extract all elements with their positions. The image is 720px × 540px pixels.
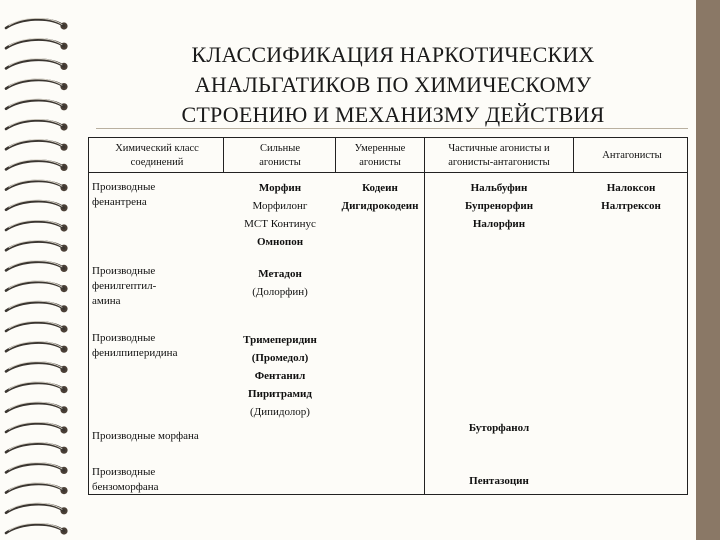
strong-agonists-phenylheptylamine: Метадон (Долорфин)	[252, 268, 308, 298]
binding-ring	[6, 282, 64, 291]
class-phenylpiperidine: Производные фенилпиперидина	[92, 332, 178, 359]
classification-table	[88, 137, 688, 495]
partial-agonists-benzomorphan: Пентазоцин	[469, 475, 529, 487]
column-divider	[335, 138, 336, 172]
title-line: АНАЛЬГАТИКОВ ПО ХИМИЧЕСКОМУ	[194, 72, 592, 97]
binding-ring	[6, 343, 64, 352]
title-line: СТРОЕНИЮ И МЕХАНИЗМУ ДЕЙСТВИЯ	[181, 102, 605, 127]
binding-ring	[6, 100, 64, 109]
binding-ring	[6, 141, 64, 150]
binding-ring	[6, 383, 64, 392]
binding-ring	[6, 484, 64, 493]
spiral-binding	[0, 0, 80, 540]
class-benzomorphan: Производные бензоморфана	[92, 466, 159, 493]
column-divider	[573, 138, 574, 172]
binding-ring	[6, 181, 64, 190]
strong-agonists-phenanthrene: Морфин Морфилонг МСТ Континус Омнопон	[244, 182, 316, 248]
moderate-agonists-phenanthrene: Кодеин Дигидрокодеин	[341, 182, 419, 212]
binding-ring	[6, 322, 64, 331]
header-moderate-agonists: Умеренные агонисты	[354, 143, 406, 168]
header-chemical-class: Химический класс соединений	[115, 143, 199, 168]
binding-ring	[6, 242, 64, 251]
binding-ring	[6, 524, 64, 533]
binding-ring	[6, 302, 64, 311]
strong-agonists-phenylpiperidine: Тримеперидин (Промедол) Фентанил Пиритрамид (Дипидолор)	[243, 334, 317, 418]
class-phenanthrene: Производные фенантрена	[92, 181, 156, 208]
class-phenylheptylamine: Производные фенилгептил- амина	[92, 265, 157, 307]
antagonists-phenanthrene: Налоксон Налтрексон	[601, 182, 661, 212]
slide-title	[110, 40, 676, 130]
header-divider	[89, 172, 687, 173]
header-partial-agonists: Частичные агонисты и агонисты-антагонисты	[448, 143, 550, 168]
binding-ring	[6, 403, 64, 412]
binding-ring	[6, 423, 64, 432]
column-divider	[223, 138, 224, 172]
partial-agonists-morphan: Буторфанол	[468, 422, 530, 434]
header-antagonists: Антагонисты	[602, 150, 662, 161]
binding-ring	[6, 80, 64, 89]
binding-ring	[6, 161, 64, 170]
header-strong-agonists: Сильные агонисты	[259, 143, 301, 168]
binding-ring	[6, 201, 64, 210]
class-morphan: Производные морфана	[92, 430, 199, 442]
binding-ring	[6, 60, 64, 69]
binding-ring	[6, 221, 64, 230]
binding-ring	[6, 19, 64, 28]
title-line: КЛАССИФИКАЦИЯ НАРКОТИЧЕСКИХ	[191, 42, 595, 67]
partial-agonists-phenanthrene: Нальбуфин Бупренорфин Налорфин	[464, 182, 534, 230]
binding-ring	[6, 444, 64, 453]
binding-ring	[6, 504, 64, 513]
binding-ring	[6, 40, 64, 49]
binding-ring	[6, 363, 64, 372]
binding-ring	[6, 120, 64, 129]
binding-ring	[6, 262, 64, 271]
title-divider	[96, 128, 688, 129]
binding-ring	[6, 464, 64, 473]
